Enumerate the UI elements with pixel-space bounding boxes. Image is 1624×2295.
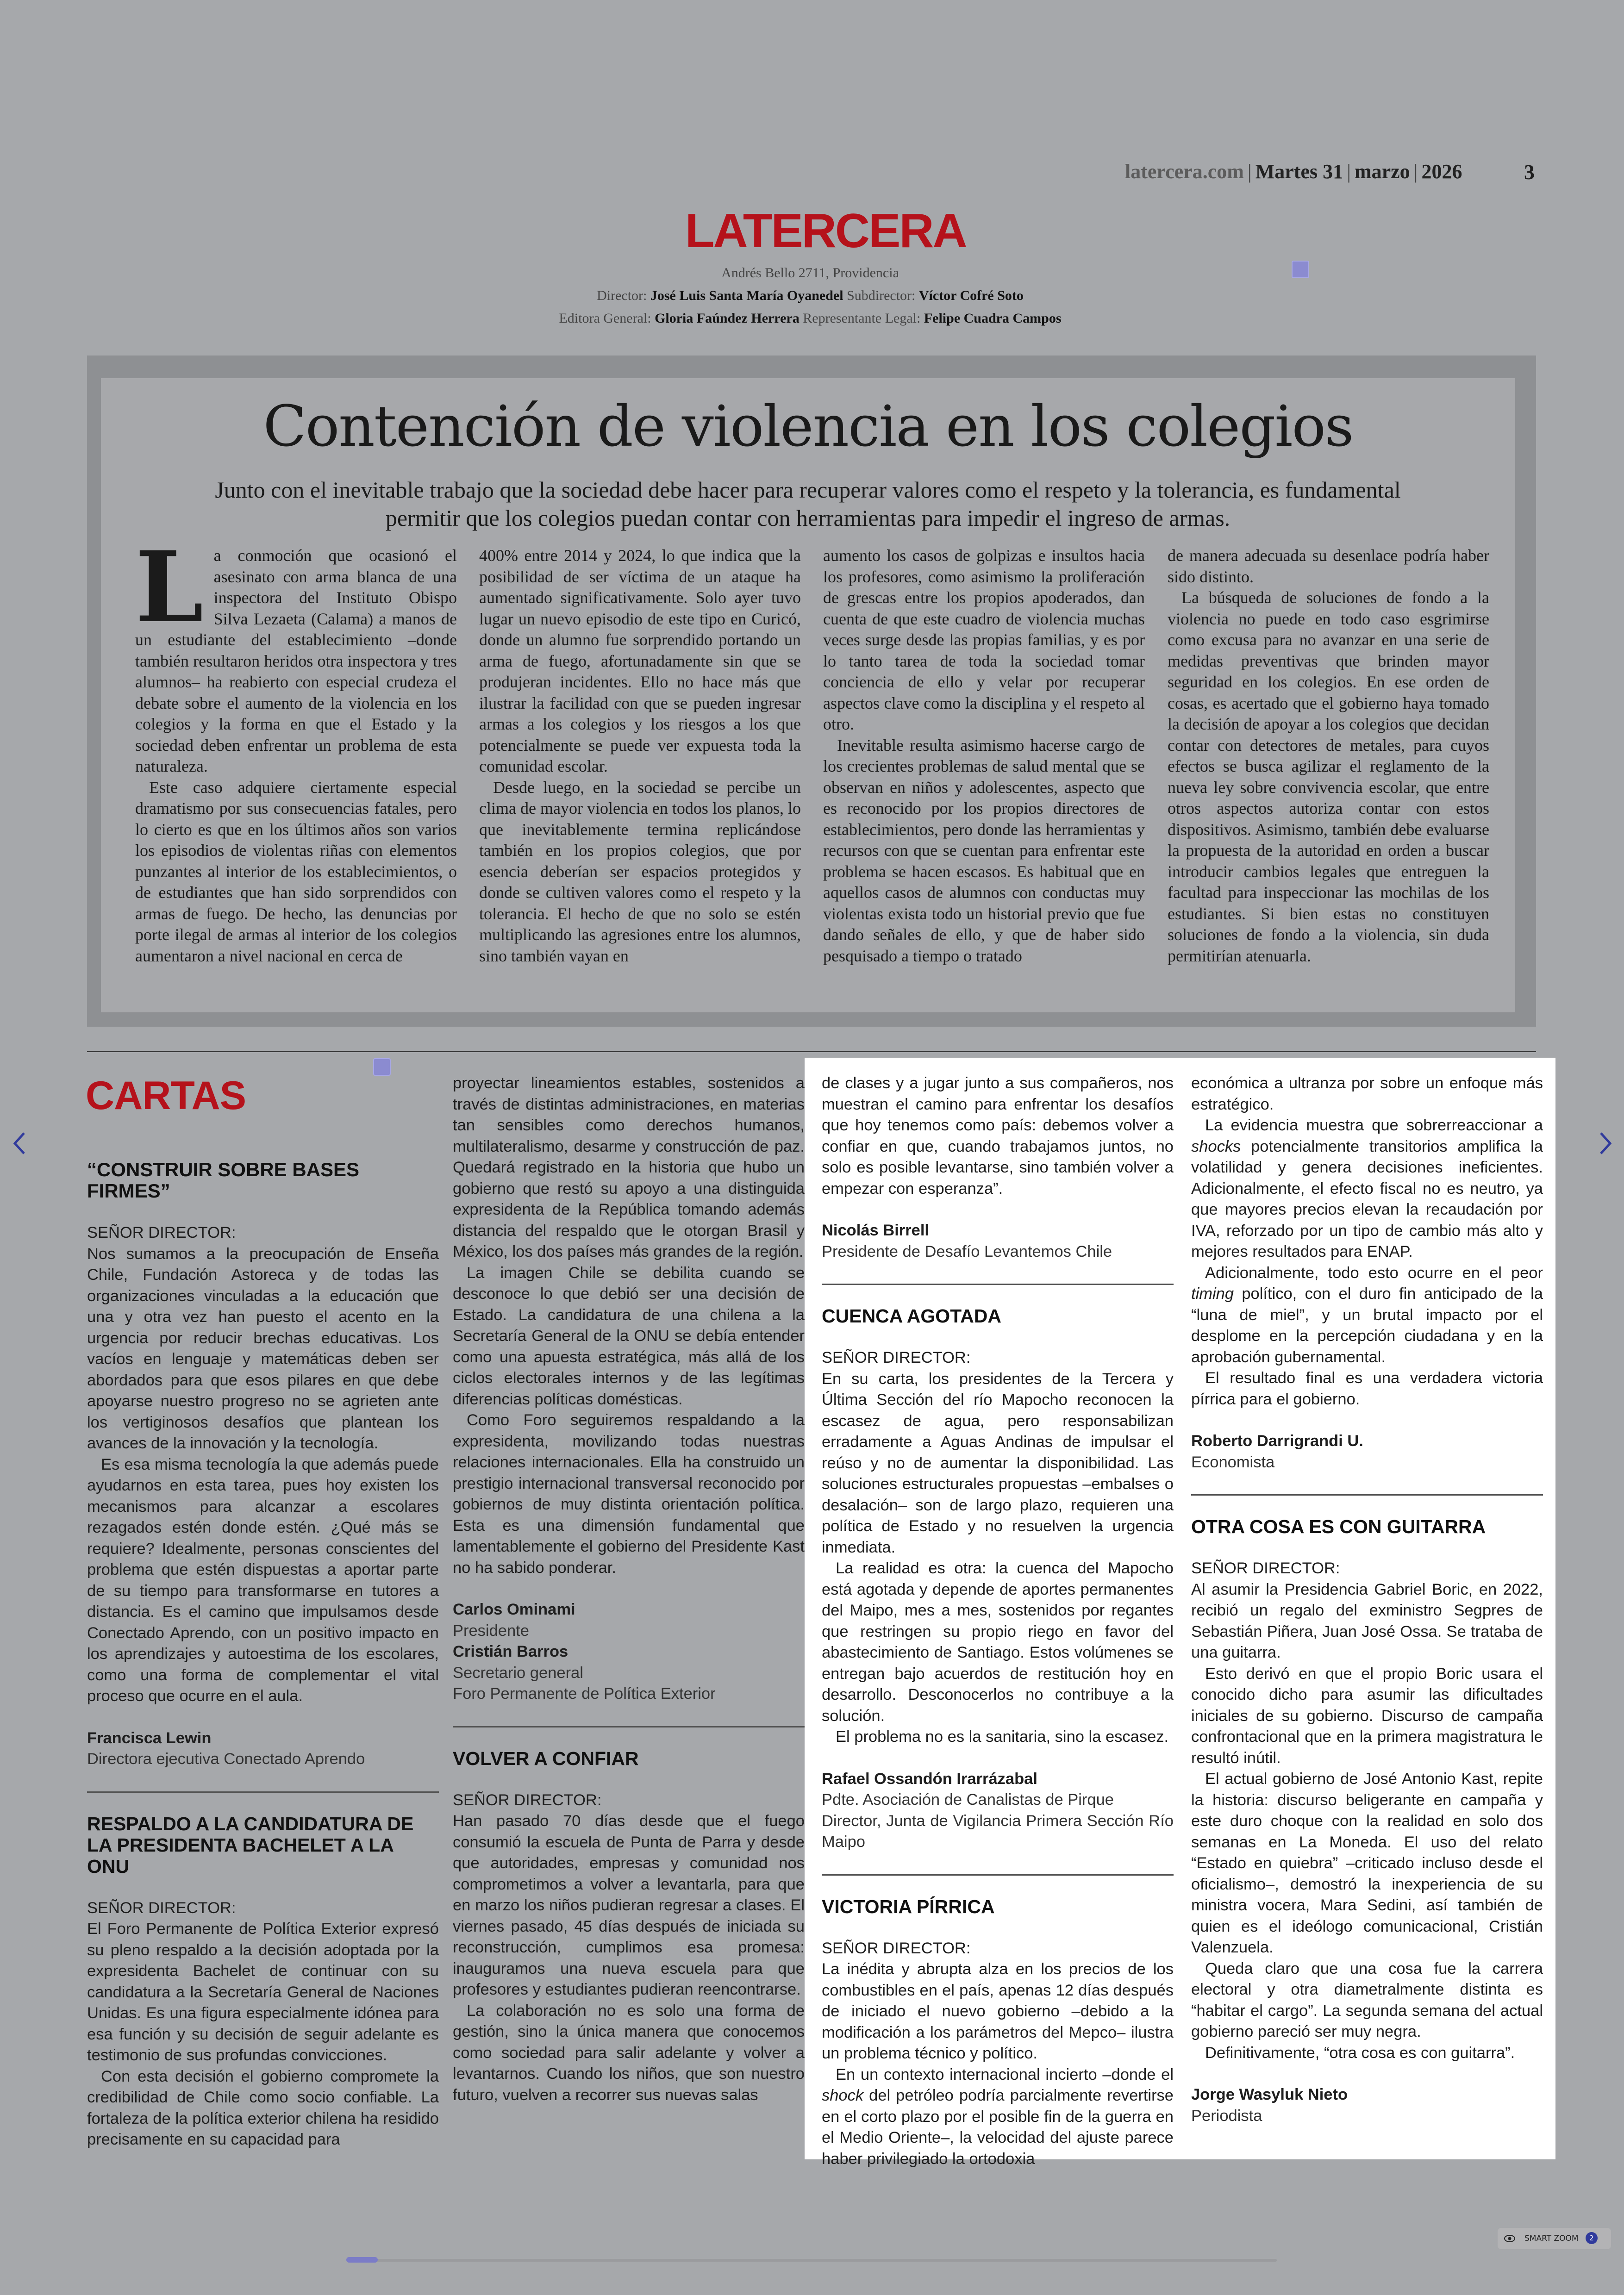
smart-zoom-button[interactable] <box>1498 2228 1611 2249</box>
letter-signer: Cristián Barros <box>453 1643 568 1660</box>
salutation: SEÑOR DIRECTOR: <box>822 1939 971 1957</box>
letters-column-3: de clases y a jugar junto a sus compañeros, nos muestran el camino para enfrentar los desafíos que hoy tenemos como país: debemos volver a confiar en que, cuando trabajamos juntos, no solo es posible levantarse, sino también volver a empezar con esperanza”. Nicolás Birrell Presidente de Desafío Levantemos Chile CUENCA AGOTADA SEÑOR DIRECTOR: En su carta, los presidentes de la Tercera y Última Sección del río Mapocho reconocen la escasez de agua, pero responsabilizan erradamente a Aguas Andinas de impulsar el reúso y no de aumentar la disponibilidad. Las soluciones estructurales propuestas –embalses o desalación– son de largo plazo, requieren una política de Estado y no resuelven la urgencia inmediata. La realidad es otra: la cuenca del Mapocho está agotada y depende de aportes permanentes del Maipo, mes a mes, sostenidos por regantes que restringen su propio riego en favor del abastecimiento de Santiago. Estos volúmenes se entregan bajo acuerdos de restitución hoy en desarrollo. Desconocerlos no contribuye a la solución. El problema no es la sanitaria, sino la escasez. Rafael Ossandón Irarrázabal Pdte. Asociación de Canalistas de Pirque Director, Junta de Vigilancia Primera Sección Río Maipo VICTORIA PÍRRICA SEÑOR DIRECTOR: La inédita y abrupta alza en los precios de los combustibles en el país, apenas 12 días después de iniciado el nuevo gobierno –debido a la modificación a los parámetros del Mepco– ilustra un problema técnico y político. En un contexto internacional incierto –donde el shock del petróleo podría parcialmente revertirse en el corto plazo por el posible fin de la guerra en el Medio Oriente–, la velocidad del ajuste parece haber privilegiado la ortodoxia <box>822 1074 1174 2168</box>
letter-role: Presidente <box>453 1621 529 1640</box>
editorial-headline: Contención de violencia en los colegios <box>263 393 1353 459</box>
letter-role: Directora ejecutiva Conectado Aprendo <box>87 1750 365 1768</box>
letter-title: CUENCA AGOTADA <box>822 1305 1001 1327</box>
letters-column-1: “CONSTRUIR SOBRE BASES FIRMES” SEÑOR DIRECTOR: Nos sumamos a la preocupación de Enseña Chile, Fundación Astoreca y de todas las organizaciones vinculadas a la educación que una y otra vez han puesto el acento en la urgencia por reducir brechas educativas. Los vacíos en lenguaje y matemáticas deben ser abordados para que esos pilares en que debe apoyarse nuestro progreso no se agrieten ante los vertiginosos desafíos que plantean los avances de la innovación y la tecnología. Es esa misma tecnología la que además puede ayudarnos en esta tarea, pues hoy existen los mecanismos para alcanzar a escolares rezagados estén donde estén. ¿Qué más se requiere? Idealmente, personas conscientes del problema que estén dispuestas a aportar parte de su tiempo para transformarse en tutores a distancia. Es el camino que impulsamos desde Conectado Aprendo, con un positivo impacto en los aprendizajes y autoestima de los escolares, como una forma de complementar el vital proceso que ocurre en el aula. Francisca Lewin Directora ejecutiva Conectado Aprendo RESPALDO A LA CANDIDATURA DE LA PRESIDENTA BACHELET A LA ONU SEÑOR DIRECTOR: El Foro Permanente de Política Exterior expresó su pleno respaldo a la decisión adoptada por la expresidenta Bachelet de continuar con su candidatura a la Secretaría General de Naciones Unidas. Es una figura especialmente idónea para esa función y su decisión de seguir adelante es testimonio de sus profundas convicciones. Con esta decisión el gobierno compromete la credibilidad de Chile como socio confiable. La fortaleza de la política exterior chilena ha residido precisamente en su capacidad para <box>87 1159 439 2148</box>
salutation: SEÑOR DIRECTOR: <box>1191 1559 1340 1577</box>
date-day: Martes 31 <box>1255 160 1343 183</box>
date-year: 2026 <box>1421 160 1462 183</box>
smart-zoom-count-badge: 2 <box>1586 2232 1598 2244</box>
salutation: SEÑOR DIRECTOR: <box>87 1899 236 1917</box>
letter-title: VOLVER A CONFIAR <box>453 1747 639 1769</box>
cartas-section-title: CARTAS <box>86 1073 246 1118</box>
editorial-deck: Junto con el inevitable trabajo que la sociedad debe hacer para recuperar valores como el respeto y la tolerancia, es fundamental permitir que los colegios puedan contar con herramientas para impedir el ingreso de armas. <box>215 477 1401 531</box>
salutation: SEÑOR DIRECTOR: <box>822 1349 971 1366</box>
letter-title: RESPALDO A LA CANDIDATURA DE LA PRESIDENTA BACHELET A LA ONU <box>87 1813 414 1877</box>
dateline: latercera.com | Martes 31 | marzo | 2026 <box>1125 160 1462 183</box>
letter-role: Secretario general <box>453 1664 583 1682</box>
chevron-left-icon <box>10 1129 29 1157</box>
subdirector-name: Víctor Cofré Soto <box>918 288 1024 303</box>
date-month: marzo <box>1354 160 1410 183</box>
section-divider <box>87 1051 1536 1052</box>
page-scroll-thumb[interactable] <box>346 2257 378 2263</box>
letters-column-4: económica a ultranza por sobre un enfoque más estratégico. La evidencia muestra que sobrerreaccionar a shocks potencialmente transitorios amplifica la volatilidad y genera decisiones ineficientes. Adicionalmente, el efecto fiscal no es neutro, ya que mayores precios elevan la recaudación por IVA, reforzado por un tipo de cambio más alto y mejores resultados para ENAP. Adicionalmente, todo esto ocurre en el peor timing político, con el duro fin anticipado de la “luna de miel”, y un brutal impacto por el desplome en la percepción ciudadana y en la aprobación gubernamental. El resultado final es una verdadera victoria pírrica para el gobierno. Roberto Darrigrandi U. Economista OTRA COSA ES CON GUITARRA SEÑOR DIRECTOR: Al asumir la Presidencia Gabriel Boric, en 2022, recibió un regalo del exministro Segpres de Sebastián Piñera, Juan José Ossa. Se trataba de una guitarra. Esto derivó en que el propio Boric usara el conocido dicho para asumir las dificultades iniciales de su gobierno. Discurso de campaña confrontacional que en la primera magistratura le resultó inútil. El actual gobierno de José Antonio Kast, repite la historia: discurso beligerante en campaña y este duro choque con la realidad en solo dos semanas en La Moneda. El uso del relato “Estado en quiebra” –criticado incluso desde el oficialismo–, demostró la inexperiencia de su ministra vocera, Mara Sedini, así también de quien es el ideólogo comunicacional, Cristián Valenzuela. Queda claro que una cosa fue la carrera electoral y otra diametralmente distinta es “habitar el cargo”. La segunda semana del actual gobierno pareció ser muy negra. Definitivamente, “otra cosa es con guitarra”. Jorge Wasyluk Nieto Periodista <box>1191 1073 1543 2127</box>
editorial-column-3: aumento los casos de golpizas e insultos hacia los profesores, como asimismo la proliferación de grescas entre los propios apoderados, dan cuenta de que este cuadro de violencia muchas veces surge desde las propias familias, y es por lo tanto tarea de toda la sociedad tomar conciencia de ello y velar por recuperar aspectos clave como la disciplina y el respeto al otro. Inevitable resulta asimismo hacerse cargo de los crecientes problemas de salud mental que se observan en niños y adolescentes, aspecto que es reconocido por los propios directores de establecimientos, pero donde las herramientas y recursos con que se cuentan para enfrentar este problema se hacen escasos. Es habitual que en aquellos casos de alumnos con conductas muy violentas exista todo un historial previo que fue dando señales de ello, y que de haber sido pesquisado a tiempo o tratado <box>823 546 1145 965</box>
letters-column-2: proyectar lineamientos estables, sostenidos a través de distintas administraciones, en materias tan sensibles como derechos humanos, multilateralismo, desarme y construcción de paz. Quedará registrado en la historia que hubo un gobierno que restó su apoyo a una distinguida expresidenta de la República tomando además distancia del respaldo que le otorgan Brasil y México, los dos países más grandes de la región. La imagen Chile se debilita cuando se desconoce lo que debió ser una decisión de Estado. La candidatura de una chilena a la Secretaría General de la ONU se debía entender como una apuesta estratégica, más allá de los ciclos electorales internos y de las legítimas diferencias políticas domésticas. Como Foro seguiremos respaldando a la expresidenta, movilizando todas nuestras relaciones internacionales. Ella ha construido un prestigio internacional transversal reconocido por gobiernos de muy distinta orientación política. Esta es una dimensión fundamental que lamentablemente el gobierno del Presidente Kast no ha sabido ponderar. Carlos Ominami Presidente Cristián Barros Secretario general Foro Permanente de Política Exterior VOLVER A CONFIAR SEÑOR DIRECTOR: Han pasado 70 días desde que el fuego consumió la escuela de Punta de Parra y desde que autoridades, empresas y comunidad nos comprometimos a volver a levantarla, para que en marzo los niños pudieran regresar a clases. El viernes pasado, 45 días después de iniciada su reconstrucción, cumplimos esa promesa: inauguramos una nueva escuela para que profesores y estudiantes pudieran reencontrarse. La colaboración no es solo una forma de gestión, sino la única manera que conocemos como sociedad para salir adelante y volver a levantarnos. Cuando los niños, que son nuestro futuro, vuelven a recorrer sus nuevas salas <box>453 1074 805 2104</box>
previous-page-button[interactable] <box>10 1129 29 1164</box>
article-marker-icon[interactable] <box>373 1058 391 1076</box>
letter-role: Presidente de Desafío Levantemos Chile <box>822 1242 1112 1260</box>
site-name: latercera.com <box>1125 160 1244 183</box>
editorial-column-1: L a conmoción que ocasionó el asesinato con arma blanca de una inspectora del Instituto Obispo Silva Lezaeta (Calama) a manos de un estudiante del establecimiento –donde también resultaron heridos otra inspectora y tres alumnos– ha reabierto con especial crudeza el debate sobre el aumento de la violencia en los colegios y la forma en que el Estado y la sociedad deben enfrentar un problema de esta naturaleza. Este caso adquiere ciertamente especial dramatismo por sus consecuencias fatales, pero lo cierto es que en los últimos años son varios los episodios de violentas riñas con elementos punzantes al interior de los establecimientos, o de estudiantes que han sido sorprendidos con armas de fuego. De hecho, las denuncias por porte ilegal de armas al interior de los colegios aumentaron a nivel nacional en cerca de <box>135 530 457 965</box>
letter-signer: Nicolás Birrell <box>822 1222 930 1239</box>
letter-signer: Jorge Wasyluk Nieto <box>1191 2086 1348 2103</box>
letter-signer: Carlos Ominami <box>453 1601 575 1618</box>
address: Andrés Bello 2711, Providencia <box>721 265 899 281</box>
newspaper-logo: LATERCERA <box>685 204 966 258</box>
page-scroll-track[interactable] <box>346 2259 1277 2262</box>
directors-line: Director: José Luis Santa María Oyanedel Subdirector: Víctor Cofré Soto <box>597 288 1024 303</box>
letter-signer: Rafael Ossandón Irarrázabal <box>822 1770 1037 1788</box>
letter-title: VICTORIA PÍRRICA <box>822 1896 995 1917</box>
chevron-right-icon <box>1596 1129 1615 1157</box>
masthead-credits <box>417 262 1204 330</box>
article-marker-icon[interactable] <box>1292 261 1309 278</box>
page-number: 3 <box>1524 160 1535 184</box>
editorial-column-2: 400% entre 2014 y 2024, lo que indica que la posibilidad de ser víctima de un ataque ha aumentado significativamente. Solo ayer tuvo lugar un nuevo episodio de este tipo en Curicó, donde un alumno fue sorprendido portando un arma de fuego, afortunadamente sin que se produjeran incidentes. Ello no hace más que ilustrar la facilidad con que se pueden ingresar armas a los colegios y los riesgos a los que potencialmente se puede ver expuesta toda la comunidad escolar. Desde luego, en la sociedad se percibe un clima de mayor violencia en todos los planos, lo que inevitablemente termina replicándose también en los propios colegios, que por esencia deberían ser espacios protegidos y donde se cultiven valores como el respeto y la tolerancia. El hecho de que no solo se estén multiplicando las agresiones entre los alumnos, sino también vayan en <box>479 546 801 965</box>
editorial-column-4: de manera adecuada su desenlace podría haber sido distinto. La búsqueda de soluciones de fondo a la violencia no puede en todo caso esgrimirse como excusa para no avanzar en una serie de medidas preventivas que brinden mayor seguridad en los colegios. En ese orden de cosas, es acertado que el gobierno haya tomado la decisión de apoyar a los colegios que decidan contar con detectores de metales, para cuyos efectos se busca agilizar el reglamento de la nueva ley sobre convivencia escolar, que entre otros aspectos autoriza contar con estos dispositivos. Asimismo, también debe evaluarse la propuesta de la autoridad en orden a buscar introducir cambios legales que entreguen la facultad para inspeccionar las mochilas de los estudiantes. Si bien estas no constituyen soluciones de fondo a la violencia, sin duda permitirían atenuarla. <box>1168 546 1489 965</box>
drop-cap: L <box>135 530 204 644</box>
letter-role: Director, Junta de Vigilancia Primera Sección Río Maipo <box>822 1812 1174 1851</box>
salutation: SEÑOR DIRECTOR: <box>453 1791 602 1809</box>
letter-signer: Francisca Lewin <box>87 1729 212 1747</box>
smart-zoom-label: SMART ZOOM <box>1524 2234 1579 2243</box>
letter-signer: Roberto Darrigrandi U. <box>1191 1432 1363 1450</box>
letter-role: Periodista <box>1191 2107 1262 2125</box>
representante-name: Felipe Cuadra Campos <box>924 311 1062 326</box>
letter-organization: Foro Permanente de Política Exterior <box>453 1685 716 1703</box>
letter-role: Pdte. Asociación de Canalistas de Pirque <box>822 1791 1114 1809</box>
editors-line: Editora General: Gloria Faúndez Herrera Representante Legal: Felipe Cuadra Campos <box>559 311 1062 326</box>
letter-title: “CONSTRUIR SOBRE BASES FIRMES” <box>87 1159 360 1202</box>
director-name: José Luis Santa María Oyanedel <box>650 288 843 303</box>
editora-name: Gloria Faúndez Herrera <box>655 311 800 326</box>
next-page-button[interactable] <box>1596 1129 1615 1164</box>
eye-icon <box>1504 2234 1515 2243</box>
letter-role: Economista <box>1191 1453 1275 1471</box>
salutation: SEÑOR DIRECTOR: <box>87 1224 236 1241</box>
letter-title: OTRA COSA ES CON GUITARRA <box>1191 1516 1486 1537</box>
